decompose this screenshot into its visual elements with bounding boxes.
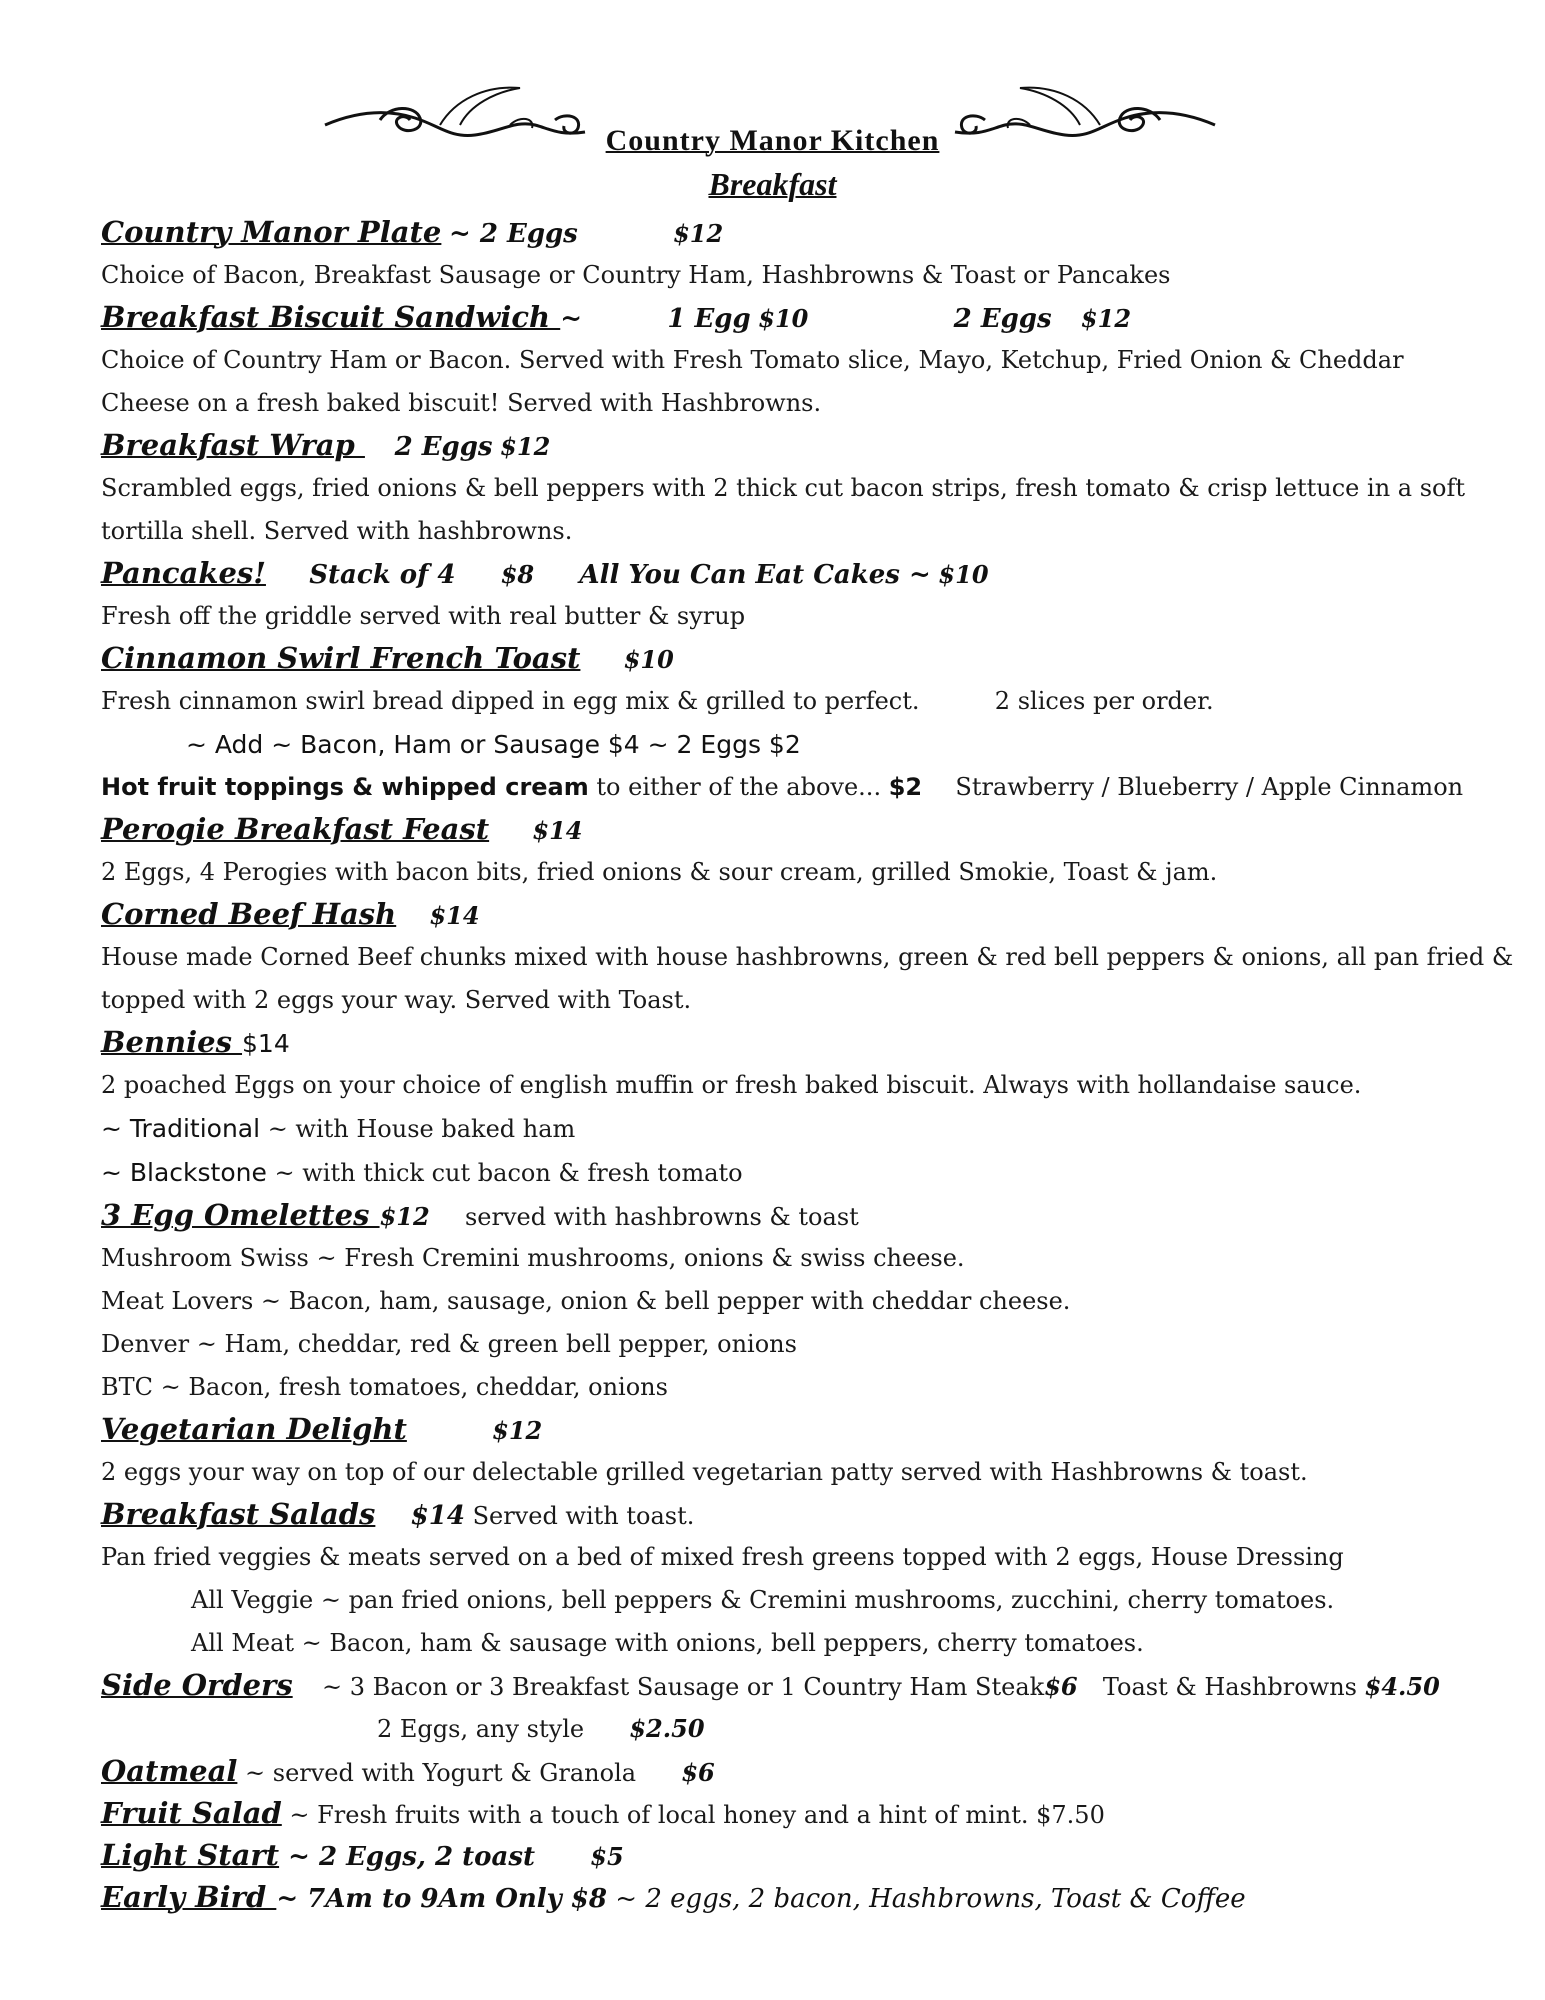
item-description: ~ served with Yogurt & Granola bbox=[237, 1759, 637, 1787]
side-eggs-line bbox=[101, 1707, 1501, 1751]
menu-item-corned-beef-hash bbox=[101, 894, 1501, 936]
item-price: $6 bbox=[1044, 1672, 1078, 1701]
item-description: Scrambled eggs, fried onions & bell peppers with 2 thick cut bacon strips, fresh tomato & crisp lettuce in a soft bbox=[101, 474, 1466, 502]
toppings-flavors: Strawberry / Blueberry / Apple Cinnamon bbox=[955, 773, 1464, 801]
item-option: All You Can Eat Cakes ~ bbox=[579, 560, 931, 590]
item-price: $8 bbox=[500, 560, 535, 589]
menu-item-bennies bbox=[101, 1022, 1501, 1064]
item-price: $7.50 bbox=[1036, 1801, 1105, 1829]
variant-description: ~ with House baked ham bbox=[260, 1115, 576, 1143]
item-description: ~ 2 Eggs, 2 toast bbox=[279, 1842, 536, 1872]
item-name: Early Bird bbox=[101, 1880, 277, 1914]
item-price: $10 bbox=[623, 645, 674, 674]
salad-option: All Veggie ~ pan fried onions, bell peppers & Cremini mushrooms, zucchini, cherry tomatoes. bbox=[191, 1586, 1335, 1614]
menu-item-omelettes bbox=[101, 1195, 1501, 1237]
item-description: ~ Fresh fruits with a touch of local honey and a hint of mint. bbox=[281, 1801, 1029, 1829]
item-note: served with hashbrowns & toast bbox=[464, 1203, 859, 1231]
item-description: ~ 3 Bacon or 3 Breakfast Sausage or 1 Country Ham Steak bbox=[321, 1673, 1045, 1701]
item-name: Pancakes! bbox=[101, 556, 266, 590]
bennies-variant-traditional bbox=[101, 1107, 1501, 1151]
item-name: Light Start bbox=[101, 1838, 280, 1872]
item-description: Cheese on a fresh baked biscuit! Served with Hashbrowns. bbox=[101, 389, 822, 417]
item-name: Bennies bbox=[101, 1025, 243, 1059]
item-note: 2 slices per order. bbox=[994, 687, 1214, 715]
menu-item-side-orders bbox=[101, 1665, 1501, 1707]
item-name: Perogie Breakfast Feast bbox=[101, 812, 490, 846]
menu-item-perogie-feast bbox=[101, 809, 1501, 851]
item-option: Stack of 4 bbox=[309, 560, 456, 590]
item-name: Corned Beef Hash bbox=[101, 897, 397, 931]
item-name: 3 Egg Omelettes bbox=[101, 1198, 380, 1232]
item-price: $12 bbox=[1080, 304, 1132, 333]
item-description bbox=[101, 680, 1501, 723]
item-price: $12 bbox=[492, 1416, 543, 1445]
item-price: $14 bbox=[242, 1029, 290, 1058]
item-description: Choice of Country Ham or Bacon. Served with Fresh Tomato slice, Mayo, Ketchup, Fried Onion & Cheddar bbox=[101, 346, 1404, 374]
menu-item-breakfast-wrap bbox=[101, 425, 1501, 467]
item-price: $10 bbox=[938, 560, 989, 589]
omelette-option: Mushroom Swiss ~ Fresh Cremini mushrooms, onions & swiss cheese. bbox=[101, 1244, 965, 1272]
toppings-price: $2 bbox=[888, 773, 923, 801]
item-note: Served with toast. bbox=[472, 1502, 695, 1530]
section-title: Breakfast bbox=[708, 166, 837, 202]
item-option: 2 Eggs bbox=[953, 304, 1052, 334]
menu-item-oatmeal bbox=[101, 1751, 1501, 1793]
item-price: $14 bbox=[410, 1501, 465, 1531]
menu-item-fruit-salad bbox=[101, 1793, 1501, 1835]
restaurant-title: Country Manor Kitchen bbox=[605, 124, 940, 157]
omelette-option: Meat Lovers ~ Bacon, ham, sausage, onion & bell pepper with cheddar cheese. bbox=[101, 1287, 1071, 1315]
menu-item-pancakes bbox=[101, 553, 1501, 595]
item-name: Breakfast Wrap bbox=[101, 428, 365, 462]
item-description-text: Fresh cinnamon swirl bread dipped in egg mix & grilled to perfect. bbox=[101, 687, 920, 715]
omelette-option: Denver ~ Ham, cheddar, red & green bell pepper, onions bbox=[101, 1330, 797, 1358]
bennies-variant-blackstone bbox=[101, 1151, 1501, 1195]
item-description: 2 eggs your way on top of our delectable grilled vegetarian patty served with Hashbrowns & toast. bbox=[101, 1458, 1308, 1486]
item-name: Breakfast Salads bbox=[101, 1497, 376, 1531]
item-price: $6 bbox=[681, 1758, 715, 1787]
toppings-text: to either of the above... bbox=[588, 773, 889, 801]
item-description: 2 Eggs, any style bbox=[377, 1715, 585, 1743]
item-option: 1 Egg bbox=[667, 304, 751, 334]
item-separator: ~ bbox=[560, 304, 583, 334]
item-price: $12 bbox=[500, 432, 551, 461]
item-description: tortilla shell. Served with hashbrowns. bbox=[101, 517, 573, 545]
menu-item-country-manor-plate bbox=[101, 212, 1501, 254]
item-description: House made Corned Beef chunks mixed with house hashbrowns, green & red bell peppers & onions, all pan fried & bbox=[101, 943, 1514, 971]
item-description: 2 Eggs, 4 Perogies with bacon bits, fried onions & sour cream, grilled Smokie, Toast & jam. bbox=[101, 858, 1218, 886]
salad-option: All Meat ~ Bacon, ham & sausage with onions, bell peppers, cherry tomatoes. bbox=[191, 1629, 1144, 1657]
item-description: Pan fried veggies & meats served on a bed of mixed fresh greens topped with 2 eggs, House Dressing bbox=[101, 1543, 1344, 1571]
menu-item-french-toast bbox=[101, 638, 1501, 680]
item-price: $5 bbox=[590, 1842, 624, 1871]
item-time: ~ 7Am to 9Am Only $8 bbox=[276, 1884, 607, 1914]
item-price: $10 bbox=[758, 304, 809, 333]
add-ons-line: ~ Add ~ Bacon, Ham or Sausage $4 ~ 2 Eggs $2 bbox=[186, 730, 801, 759]
item-name: Country Manor Plate bbox=[101, 215, 442, 249]
menu-header bbox=[0, 0, 1545, 210]
menu-item-light-start bbox=[101, 1835, 1501, 1877]
fruit-toppings-line bbox=[101, 766, 1501, 809]
menu-body bbox=[101, 212, 1514, 1919]
menu-item-breakfast-salads bbox=[101, 1494, 1501, 1536]
item-description: 2 poached Eggs on your choice of english muffin or fresh baked biscuit. Always with hollandaise sauce. bbox=[101, 1071, 1362, 1099]
item-price: $12 bbox=[673, 219, 724, 248]
item-name: Fruit Salad bbox=[101, 1796, 282, 1830]
omelette-option: BTC ~ Bacon, fresh tomatoes, cheddar, onions bbox=[101, 1373, 668, 1401]
item-description: ~ 2 eggs, 2 bacon, Hashbrowns, Toast & Coffee bbox=[607, 1884, 1246, 1914]
item-name: Cinnamon Swirl French Toast bbox=[101, 641, 581, 675]
item-description: Toast & Hashbrowns bbox=[1102, 1673, 1357, 1701]
item-price: $4.50 bbox=[1364, 1672, 1440, 1701]
item-name: Side Orders bbox=[101, 1668, 293, 1702]
item-price: $2.50 bbox=[629, 1714, 705, 1743]
menu-item-early-bird bbox=[101, 1877, 1501, 1919]
item-price: $12 bbox=[379, 1202, 430, 1231]
item-detail: ~ 2 Eggs bbox=[449, 219, 578, 249]
toppings-label: Hot fruit toppings & whipped cream bbox=[101, 773, 589, 801]
item-detail: 2 Eggs bbox=[394, 432, 493, 462]
item-price: $14 bbox=[532, 816, 583, 845]
menu-item-vegetarian-delight bbox=[101, 1409, 1501, 1451]
menu-item-biscuit-sandwich bbox=[101, 297, 1501, 339]
item-description: Choice of Bacon, Breakfast Sausage or Country Ham, Hashbrowns & Toast or Pancakes bbox=[101, 261, 1171, 289]
item-description: Fresh off the griddle served with real butter & syrup bbox=[101, 602, 746, 630]
item-name: Breakfast Biscuit Sandwich bbox=[101, 300, 561, 334]
item-price: $14 bbox=[429, 901, 480, 930]
variant-name: ~ Blackstone bbox=[101, 1158, 267, 1187]
item-name: Oatmeal bbox=[101, 1754, 238, 1788]
variant-name: ~ Traditional bbox=[101, 1114, 261, 1143]
item-name: Vegetarian Delight bbox=[101, 1412, 407, 1446]
item-description: topped with 2 eggs your way. Served with Toast. bbox=[101, 986, 692, 1014]
variant-description: ~ with thick cut bacon & fresh tomato bbox=[266, 1159, 743, 1187]
